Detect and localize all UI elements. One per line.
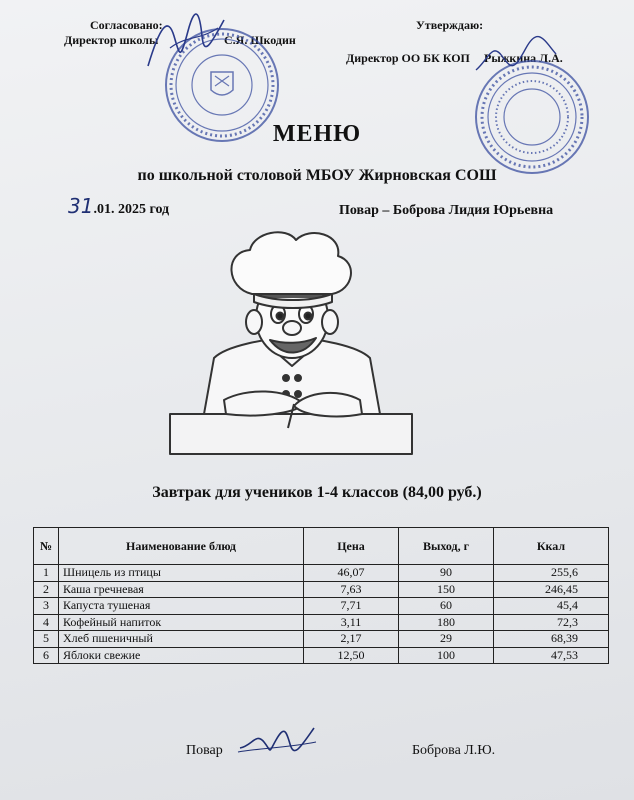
cook-line: Повар – Боброва Лидия Юрьевна — [339, 203, 554, 218]
row-number: 6 — [34, 647, 59, 664]
menu-table — [33, 527, 609, 664]
table-header-row — [34, 528, 609, 565]
confirm-label: Утверждаю: — [416, 18, 484, 32]
approved-label: Согласовано: — [90, 18, 163, 32]
table-row — [34, 565, 609, 582]
meal-title: Завтрак для учеников 1-4 классов (84,00 руб.) — [152, 484, 482, 501]
row-number: 3 — [34, 598, 59, 615]
row-kcal: 255,6 — [494, 565, 609, 582]
row-kcal: 246,45 — [494, 581, 609, 598]
col-dish-name: Наименование блюд — [59, 528, 304, 565]
row-weight: 150 — [399, 581, 494, 598]
row-dish-name: Кофейный напиток — [59, 614, 304, 631]
row-kcal: 68,39 — [494, 631, 609, 648]
col-number: № — [34, 528, 59, 565]
col-price: Цена — [304, 528, 399, 565]
row-weight: 180 — [399, 614, 494, 631]
confirm-name: Рыжкина Л.А. — [484, 51, 563, 65]
confirm-position: Директор ОО БК КОП — [346, 51, 470, 65]
row-number: 4 — [34, 614, 59, 631]
row-number: 1 — [34, 565, 59, 582]
page-title: МЕНЮ — [272, 121, 362, 147]
table-row — [34, 631, 609, 648]
col-weight: Выход, г — [399, 528, 494, 565]
row-kcal: 45,4 — [494, 598, 609, 615]
footer-cook-label: Повар — [186, 743, 223, 758]
date-rest: .01. 2025 год — [93, 202, 170, 217]
row-kcal: 47,53 — [494, 647, 609, 664]
chef-illustration-icon — [166, 228, 418, 458]
row-price: 2,17 — [304, 631, 399, 648]
row-price: 3,11 — [304, 614, 399, 631]
row-price: 46,07 — [304, 565, 399, 582]
page-subtitle: по школьной столовой МБОУ Жирновская СОШ — [137, 167, 497, 184]
row-kcal: 72,3 — [494, 614, 609, 631]
row-number: 5 — [34, 631, 59, 648]
row-price: 12,50 — [304, 647, 399, 664]
row-weight: 100 — [399, 647, 494, 664]
row-dish-name: Капуста тушеная — [59, 598, 304, 615]
table-row — [34, 647, 609, 664]
row-price: 7,63 — [304, 581, 399, 598]
row-weight: 60 — [399, 598, 494, 615]
row-dish-name: Шницель из птицы — [59, 565, 304, 582]
col-kcal: Ккал — [494, 528, 609, 565]
row-price: 7,71 — [304, 598, 399, 615]
cook-signature-icon — [236, 722, 318, 760]
row-weight: 29 — [399, 631, 494, 648]
table-row — [34, 614, 609, 631]
row-number: 2 — [34, 581, 59, 598]
table-row — [34, 581, 609, 598]
date-line — [68, 194, 169, 218]
row-dish-name: Яблоки свежие — [59, 647, 304, 664]
date-day: 31 — [68, 194, 94, 218]
footer-cook-name: Боброва Л.Ю. — [412, 743, 496, 758]
approved-position: Директор школы — [64, 33, 159, 47]
row-dish-name: Каша гречневая — [59, 581, 304, 598]
row-dish-name: Хлеб пшеничный — [59, 631, 304, 648]
table-row — [34, 598, 609, 615]
row-weight: 90 — [399, 565, 494, 582]
approved-name: С.Я. Шкодин — [224, 33, 296, 47]
director-signature-icon — [140, 6, 230, 76]
manager-signature-icon — [470, 30, 560, 80]
